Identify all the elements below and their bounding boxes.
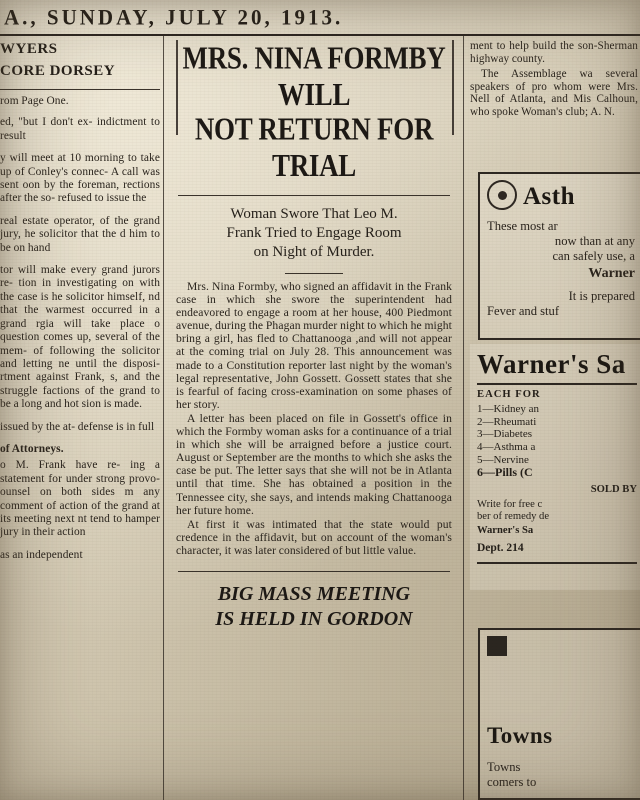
main-subhead-line-2: Frank Tried to Engage Room bbox=[226, 225, 402, 241]
warners-ad-line-3: Warner's Sa bbox=[477, 525, 534, 537]
main-subhead-line-3: on Night of Murder. bbox=[253, 244, 375, 260]
warners-ad-item-5: 5—Nervine bbox=[477, 453, 529, 466]
warners-ad-rule-bottom bbox=[477, 562, 637, 564]
column-rule-2 bbox=[463, 36, 464, 800]
asthma-ad-brand: Warner bbox=[588, 266, 635, 281]
towns-ad-line-2: comers to bbox=[487, 775, 537, 789]
warners-ad-item-3: 3—Diabetes bbox=[477, 428, 532, 441]
left-divider-1 bbox=[0, 89, 160, 90]
warners-ad-rule-top bbox=[477, 383, 637, 385]
warners-ad-item-6: 6—Pills (C bbox=[477, 465, 533, 480]
asthma-ad[interactable] bbox=[478, 172, 640, 340]
subhead-divider bbox=[285, 273, 343, 274]
asthma-ad-line-5: It is prepared bbox=[568, 289, 635, 303]
warners-safe-ad[interactable] bbox=[470, 344, 640, 590]
asthma-ad-line-2: now than at any bbox=[554, 234, 635, 248]
next-headline-line-1: BIG MASS MEETING bbox=[217, 582, 411, 605]
left-column-text bbox=[0, 95, 160, 562]
right-paragraph-2: The Assemblage wa several speakers of pro whom were Mrs. Nell of Atlanta, and Mis Calhoun, who spoke Woman's club; A. N. bbox=[470, 68, 638, 118]
main-subhead-line-1: Woman Swore That Leo M. bbox=[230, 206, 398, 222]
main-headline-line-2: NOT RETURN FOR TRIAL bbox=[194, 111, 434, 183]
decorative-circle-ornament bbox=[487, 180, 517, 210]
asthma-ad-title: Asth bbox=[523, 183, 576, 210]
warners-ad-item-2: 2—Rheumati bbox=[477, 415, 537, 428]
left-kicker-2: CORE DORSEY bbox=[0, 63, 116, 79]
right-paragraph-1: ment to help build the son-Sherman highway county. bbox=[470, 40, 638, 65]
main-headline-line-1: MRS. NINA FORMBY WILL bbox=[182, 40, 446, 112]
main-paragraph-2: A letter has been placed on file in Gossett's office in which the Formby woman asks for a continuance of a trial in which she will be arraigned before a justice court. August or September are the months to which she asks the case be put. The letter says that she will not be in Atlanta until that time. She has obtained a position in the Tennessee city, she says, and intends making Chattanooga her future home. bbox=[176, 411, 452, 517]
left-paragraph-7: as an independent bbox=[0, 548, 83, 561]
left-paragraph-5: issued by the at- defense is in full bbox=[0, 420, 155, 433]
asthma-ad-line-6: Fever and stuf bbox=[487, 304, 560, 318]
asthma-ad-line-3: can safely use, a bbox=[552, 249, 635, 263]
towns-ad[interactable] bbox=[478, 628, 640, 800]
main-paragraph-3: At first it was intimated that the state would put credence in the affidavit, but on account of the woman's character, it was later considered of but little value. bbox=[176, 517, 452, 557]
left-paragraph-1: ed, "but I don't ex- indictment to result bbox=[0, 116, 160, 142]
left-paragraph-6: o M. Frank have re- ing a statement for under strong provo- ounsel on both sides m any comment of action of the grand at its meeting next nt tend to hamper jury in their action bbox=[0, 459, 160, 539]
warners-ad-item-4: 4—Asthma a bbox=[477, 440, 536, 453]
left-subhead-attorneys: of Attorneys. bbox=[0, 442, 64, 455]
left-paragraph-4: tor will make every grand jurors re- tion in investigating on with the case is he solicitor himself, nd that the warmest occurred in a grand rgia will take place o question comes up, several of the mem- of following the solicitor and letting ne until the disposi- rtment against Frank, s, and the struggle factions of the grand to be a long and hot sion is made. bbox=[0, 264, 160, 411]
decorative-square-ornament bbox=[487, 636, 507, 656]
left-column bbox=[0, 38, 160, 798]
warners-ad-item-1: 1—Kidney an bbox=[477, 403, 540, 416]
warners-ad-sold-by: SOLD BY bbox=[590, 483, 637, 495]
left-paragraph-3: real estate operator, of the grand jury, he solicitor that the d him to be on hand bbox=[0, 214, 160, 254]
left-kicker-1: WYERS bbox=[0, 41, 58, 57]
next-story-divider bbox=[178, 571, 451, 572]
left-paragraph-2: y will meet at 10 morning to take up of Conley's connec- A call was sent oon by the foreman, rections after the so- refused to issue the bbox=[0, 152, 160, 205]
right-news-column bbox=[470, 40, 638, 168]
left-continued-line: rom Page One. bbox=[0, 95, 69, 107]
towns-ad-line-1: Towns bbox=[487, 760, 521, 774]
warners-ad-item-list bbox=[477, 403, 637, 479]
towns-ad-title: Towns bbox=[487, 723, 553, 748]
masthead bbox=[0, 0, 640, 36]
main-story-body bbox=[172, 280, 456, 557]
headline-divider bbox=[178, 195, 451, 196]
warners-ad-line-2: ber of remedy de bbox=[477, 511, 550, 523]
warners-ad-dept: Dept. 214 bbox=[477, 541, 524, 554]
main-paragraph-1: Mrs. Nina Formby, who signed an affidavit in the Frank case in which she swore the superintendent had endeavored to engage a room at her house, 400 Piedmont avenue, during the Phagan murder night to which he might bring a girl, has fled to Chattanooga ,and will not appear at the coming trial on July 28. This announcement was made to a Constitution reporter last night by the woman's legal representative, John Gossett. Gossett states that she is fearful of facing cross-examination on some phases of her story. bbox=[176, 280, 452, 411]
right-news-text bbox=[470, 40, 638, 119]
masthead-date: A., SUNDAY, JULY 20, 1913. bbox=[4, 3, 344, 30]
asthma-ad-line-1: These most ar bbox=[487, 219, 558, 233]
next-headline-line-2: IS HELD IN GORDON bbox=[215, 607, 413, 630]
warners-ad-subtitle: EACH FOR bbox=[477, 389, 541, 400]
warners-ad-line-1: Write for free c bbox=[477, 498, 543, 510]
column-rule-1 bbox=[163, 36, 164, 800]
warners-ad-title: Warner's Sa bbox=[477, 349, 626, 379]
main-story-column bbox=[172, 40, 456, 798]
